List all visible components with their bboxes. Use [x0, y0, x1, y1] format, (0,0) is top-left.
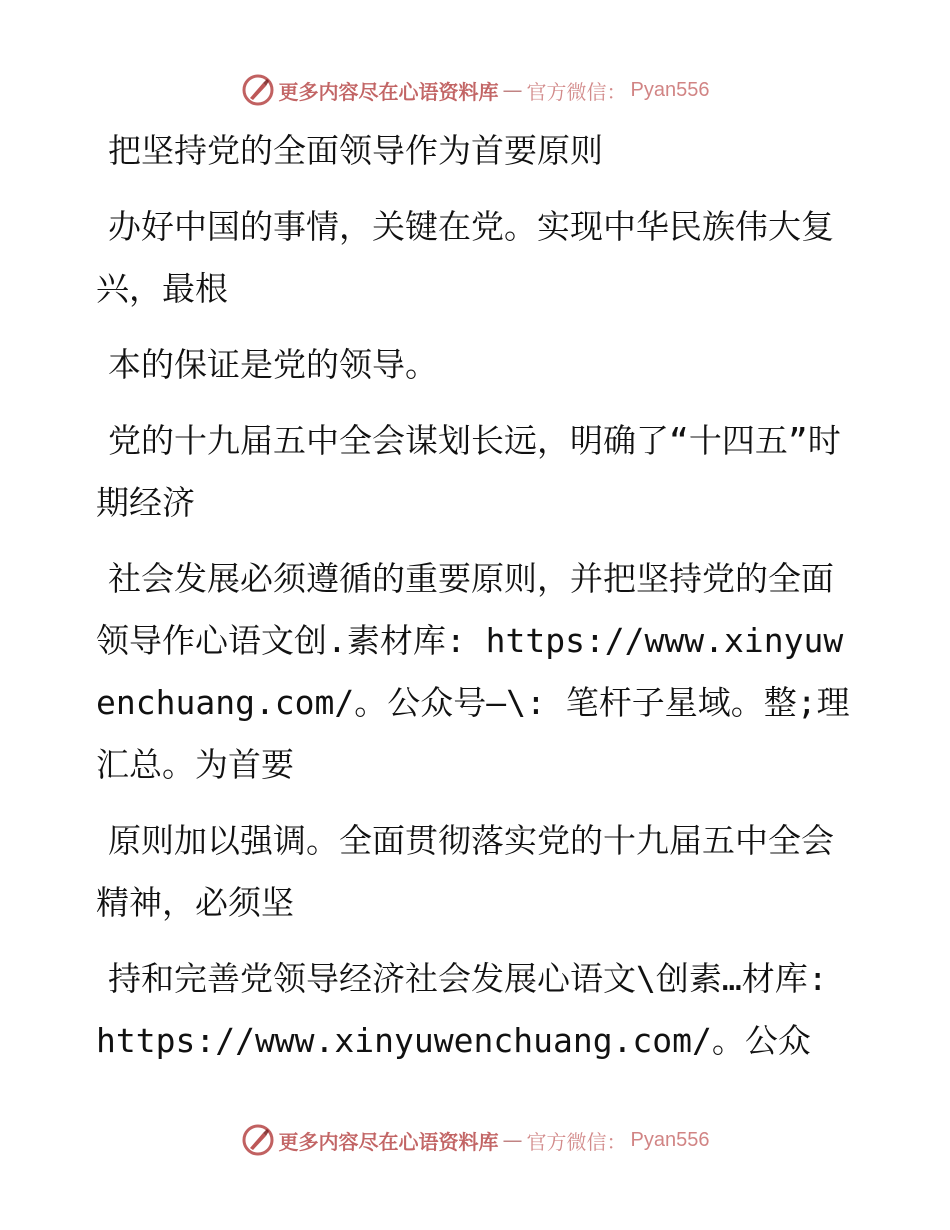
wechat-label: 官方微信： — [526, 79, 627, 104]
brush-logo-icon — [241, 1123, 275, 1157]
paragraph-6: 原则加以强调。全面贯彻落实党的十九届五中全会精神，必须坚 — [96, 821, 834, 922]
header-banner-inner — [241, 73, 710, 107]
brush-logo-icon — [241, 73, 275, 107]
banner-dash: — — [502, 78, 523, 102]
wechat-id: Pyan556 — [630, 78, 710, 101]
brand-text: 更多内容尽在心语资料库 — [278, 1129, 499, 1154]
document-body — [96, 120, 856, 1086]
wechat-label: 官方微信： — [526, 1129, 627, 1154]
brand-text: 更多内容尽在心语资料库 — [278, 79, 499, 104]
paragraph-2: 办好中国的事情，关键在党。实现中华民族伟大复兴，最根 — [96, 207, 834, 308]
wechat-id: Pyan556 — [630, 1128, 710, 1151]
footer-banner — [0, 1118, 950, 1162]
paragraph-3: 本的保证是党的领导。 — [108, 345, 438, 384]
paragraph-5: 社会发展必须遵循的重要原则，并把坚持党的全面领导作心语文创.素材库: https://www.xinyuwenchuang.com/。公众号—\: 笔杆子星域。整;理汇总。为首要 — [96, 559, 850, 784]
footer-banner-inner — [241, 1123, 710, 1157]
banner-dash: — — [502, 1128, 523, 1152]
paragraph-7: 持和完善党领导经济社会发展心语文\创素…材库: https://www.xinyuwenchuang.com/。公众 — [96, 959, 848, 1060]
header-banner — [0, 68, 950, 112]
paragraph-1: 把坚持党的全面领导作为首要原则 — [108, 131, 603, 170]
paragraph-4: 党的十九届五中全会谋划长远，明确了“十四五”时期经济 — [96, 421, 841, 522]
